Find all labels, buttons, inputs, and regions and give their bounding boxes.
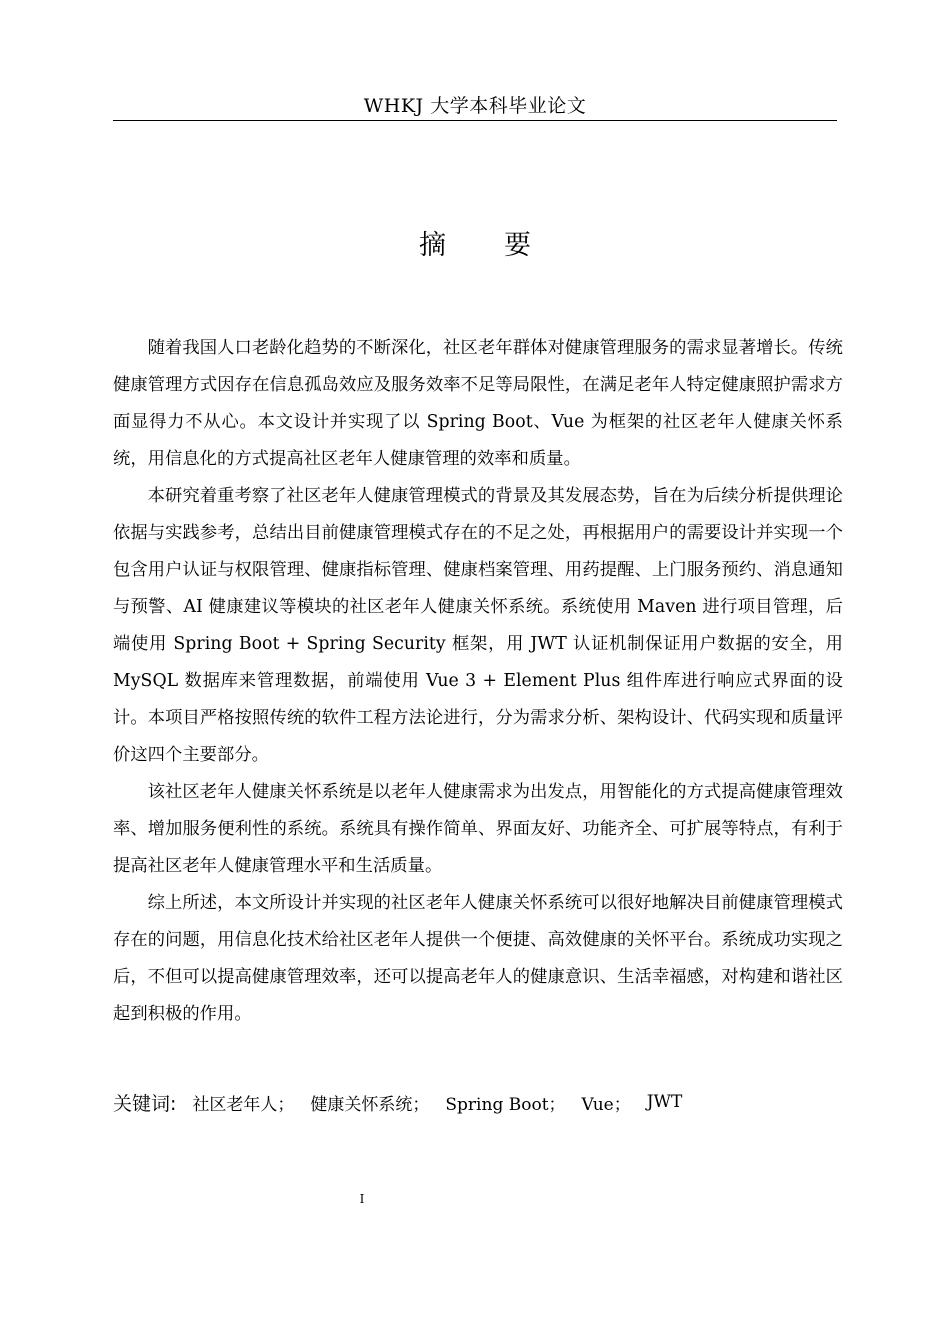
keywords-label: 关键词:: [113, 1092, 177, 1115]
keyword-item: 社区老年人；: [192, 1094, 295, 1115]
keyword-item: Vue；: [581, 1094, 631, 1115]
title-char-1: 摘: [419, 230, 446, 261]
title-char-2: 要: [504, 230, 531, 261]
keyword-item: Spring Boot；: [445, 1094, 566, 1115]
abstract-paragraph-4: 综上所述，本文所设计并实现的社区老年人健康关怀系统可以很好地解决目前健康管理模式存在的问题，用信息化技术给社区老年人提供一个便捷、高效健康的关怀平台。系统成功实现之后，不但可以提高健康管理效率，还可以提高老年人的健康意识、生活幸福感，对构建和谐社区起到积极的作用。: [113, 893, 843, 1024]
abstract-body: [113, 330, 843, 1033]
keyword-item: 健康关怀系统；: [310, 1094, 430, 1115]
abstract-paragraph-1: 随着我国人口老龄化趋势的不断深化，社区老年群体对健康管理服务的需求显著增长。传统健康管理方式因存在信息孤岛效应及服务效率不足等局限性，在满足老年人特定健康照护需求方面显得力不从心。本文设计并实现了以 Spring Boot、Vue 为框架的社区老年人健康关怀系统，用信息化的方式提高社区老年人健康管理的效率和质量。: [113, 338, 843, 469]
header-divider: [113, 120, 837, 121]
keyword-item: JWT: [646, 1092, 683, 1112]
abstract-paragraph-2: 本研究着重考察了社区老年人健康管理模式的背景及其发展态势，旨在为后续分析提供理论依据与实践参考，总结出目前健康管理模式存在的不足之处，再根据用户的需要设计并实现一个包含用户认证与权限管理、健康指标管理、健康档案管理、用药提醒、上门服务预约、消息通知与预警、AI 健康建议等模块的社区老年人健康关怀系统。系统使用 Maven 进行项目管理，后端使用 Spring Boot + Spring Security 框架，用 JWT 认证机制保证用户数据的安全，用 MySQL 数据库来管理数据，前端使用 Vue 3 + Element Plus 组件库进行响应式界面的设计。本项目严格按照传统的软件工程方法论进行，分为需求分析、架构设计、代码实现和质量评价这四个主要部分。: [113, 486, 843, 765]
abstract-title: [113, 226, 837, 266]
abstract-paragraph-3: 该社区老年人健康关怀系统是以老年人健康需求为出发点，用智能化的方式提高健康管理效率、增加服务便利性的系统。系统具有操作简单、界面友好、功能齐全、可扩展等特点，有利于提高社区老年人健康管理水平和生活质量。: [113, 782, 843, 876]
keywords-line: [113, 1082, 837, 1122]
page-header: WHKJ 大学本科毕业论文: [363, 95, 587, 117]
page-number: I: [359, 1192, 365, 1206]
